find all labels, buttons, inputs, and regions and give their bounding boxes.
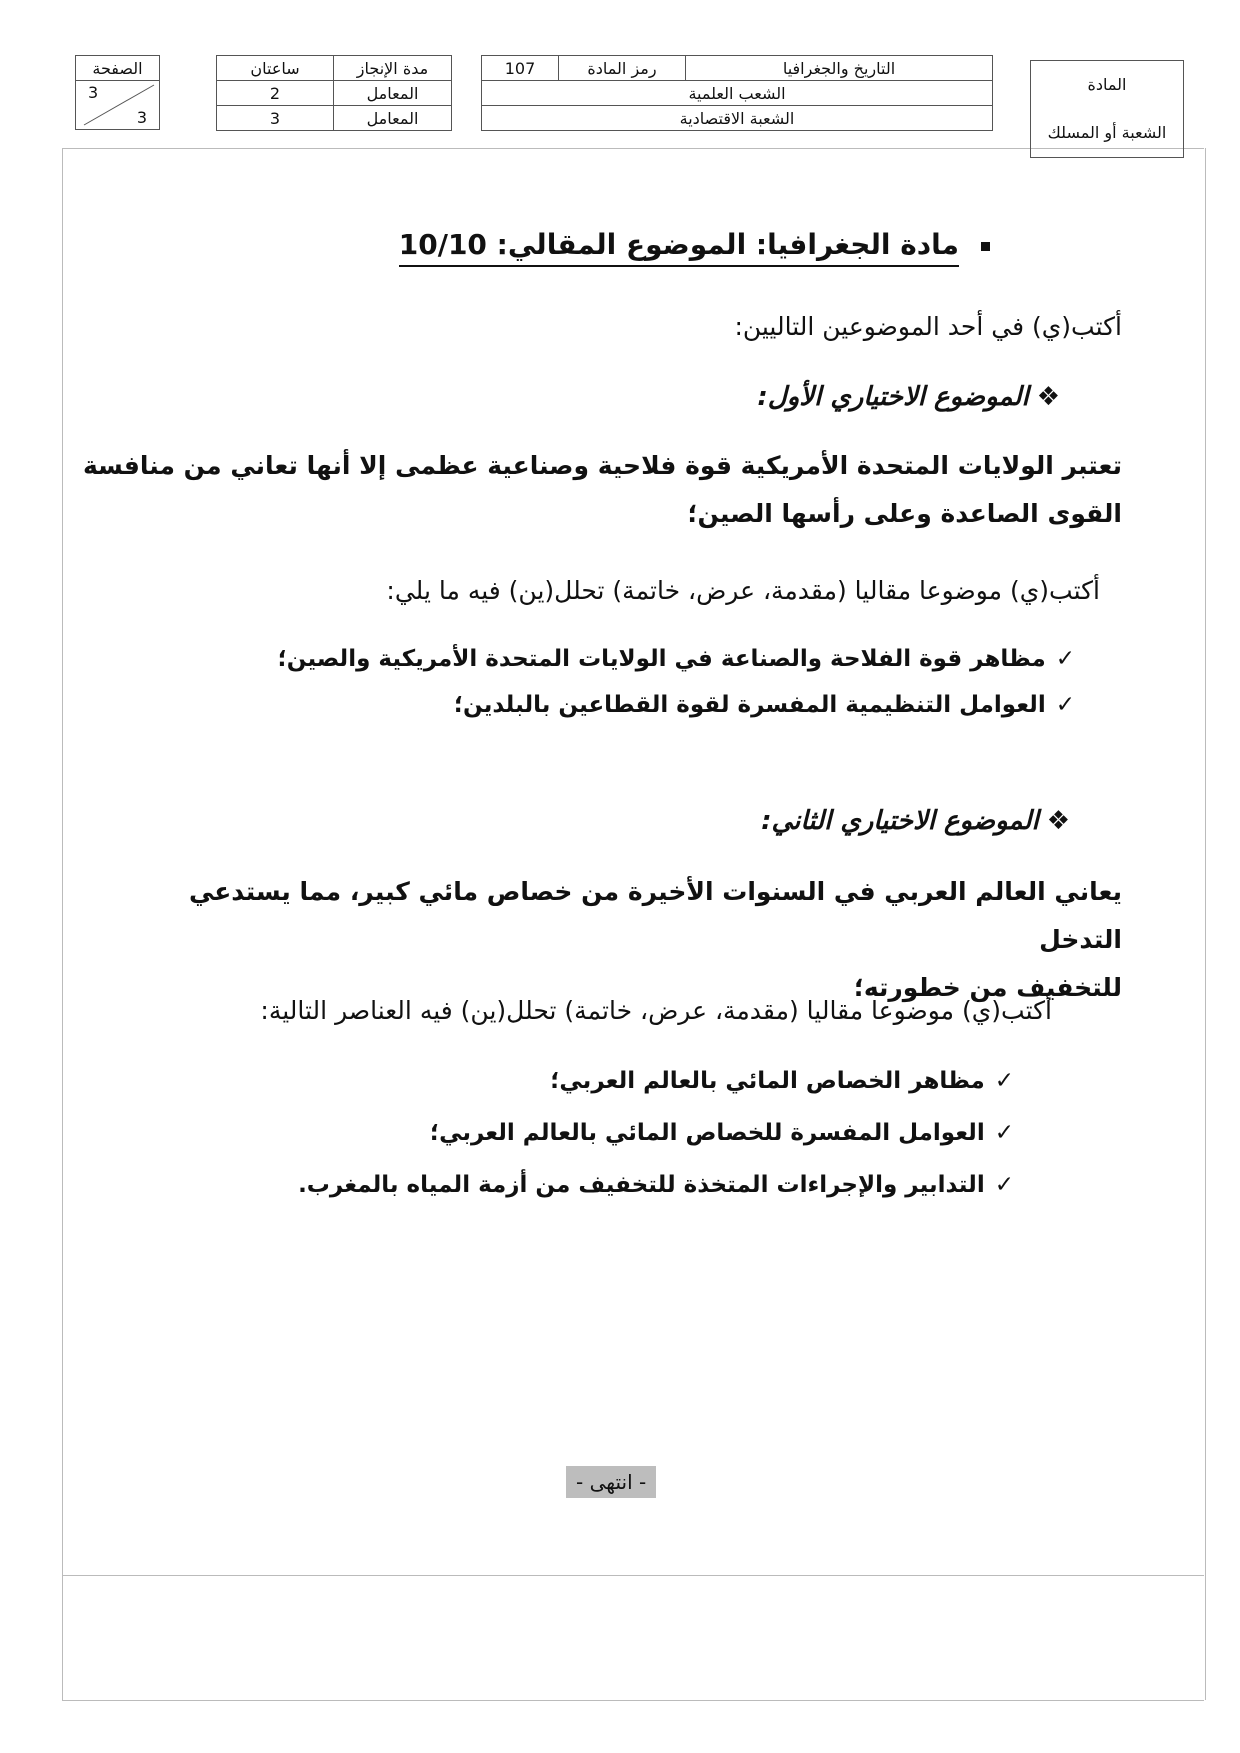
diamond-icon: ❖ bbox=[1036, 382, 1060, 412]
page-label: الصفحة bbox=[76, 56, 160, 81]
topic2-item-1 bbox=[550, 1068, 1014, 1094]
branch1: الشعب العلمية bbox=[482, 81, 993, 106]
branch2: الشعبة الاقتصادية bbox=[482, 106, 993, 131]
exam-title bbox=[399, 228, 990, 261]
duration-table bbox=[216, 55, 452, 131]
topic2-line1: يعاني العالم العربي في السنوات الأخيرة من خصاص مائي كبير، مما يستدعي التدخل bbox=[188, 877, 1122, 954]
square-bullet-icon bbox=[981, 242, 990, 251]
duration-value: ساعتان bbox=[217, 56, 334, 81]
subject-value: التاريخ والجغرافيا bbox=[686, 56, 993, 81]
diamond-icon: ❖ bbox=[1046, 806, 1070, 836]
check-icon: ✓ bbox=[1055, 692, 1075, 718]
end-marker: - انتهى - bbox=[566, 1470, 656, 1494]
topic2-item-2 bbox=[430, 1120, 1014, 1146]
page-current: 3 bbox=[88, 83, 99, 102]
bottom-divider bbox=[62, 1575, 1204, 1576]
page-number-table bbox=[75, 55, 160, 130]
coef2-value: 3 bbox=[217, 106, 334, 131]
topic1-heading-text: الموضوع الاختياري الأول: bbox=[757, 382, 1029, 412]
topic1-item-1-text: مظاهر قوة الفلاحة والصناعة في الولايات المتحدة الأمريكية والصين؛ bbox=[277, 646, 1046, 672]
topic1-item-2-text: العوامل التنظيمية المفسرة لقوة القطاعين بالبلدين؛ bbox=[453, 692, 1046, 718]
check-icon: ✓ bbox=[994, 1172, 1014, 1198]
code-label: رمز المادة bbox=[559, 56, 686, 81]
topic1-item-1 bbox=[278, 646, 1075, 672]
check-icon: ✓ bbox=[1055, 646, 1075, 672]
coef1-value: 2 bbox=[217, 81, 334, 106]
topic2-item-1-text: مظاهر الخصاص المائي بالعالم العربي؛ bbox=[550, 1068, 985, 1094]
page-number-cell bbox=[76, 81, 160, 130]
coef1-label: المعامل bbox=[334, 81, 452, 106]
subject-table bbox=[481, 55, 993, 131]
topic1-task: أكتب(ي) موضوعا مقاليا (مقدمة، عرض، خاتمة) تحلل(ين) فيه ما يلي: bbox=[386, 576, 1100, 605]
topic2-line2: للتخفيف من خطورته؛ bbox=[853, 973, 1122, 1002]
topic2-heading-text: الموضوع الاختياري الثاني: bbox=[761, 806, 1039, 836]
topic2-item-2-text: العوامل المفسرة للخصاص المائي بالعالم العربي؛ bbox=[429, 1120, 985, 1146]
subject-label: المادة bbox=[1087, 75, 1127, 94]
duration-label: مدة الإنجاز bbox=[334, 56, 452, 81]
check-icon: ✓ bbox=[994, 1120, 1014, 1146]
topic2-task: أكتب(ي) موضوعا مقاليا (مقدمة، عرض، خاتمة) تحلل(ين) فيه العناصر التالية: bbox=[260, 996, 1052, 1025]
end-text: انتهى bbox=[589, 1470, 633, 1494]
topic1-line2: القوى الصاعدة وعلى رأسها الصين؛ bbox=[687, 499, 1122, 528]
instruction: أكتب(ي) في أحد الموضوعين التاليين: bbox=[734, 312, 1122, 341]
topic1-item-2 bbox=[454, 692, 1075, 718]
code-value: 107 bbox=[482, 56, 559, 81]
branch-label: الشعبة أو المسلك bbox=[1047, 123, 1167, 142]
topic2-heading bbox=[761, 806, 1070, 836]
topic2-item-3-text: التدابير والإجراءات المتخذة للتخفيف من أزمة المياه بالمغرب. bbox=[298, 1172, 985, 1198]
topic2-text bbox=[122, 868, 1122, 1012]
topic1-text bbox=[62, 442, 1122, 538]
page-total: 3 bbox=[136, 108, 147, 127]
topic2-item-3 bbox=[298, 1172, 1014, 1198]
coef2-label: المعامل bbox=[334, 106, 452, 131]
bottom-border bbox=[62, 1700, 1204, 1701]
topic1-line1: تعتبر الولايات المتحدة الأمريكية قوة فلاحية وصناعية عظمى إلا أنها تعاني من منافسة bbox=[82, 451, 1122, 480]
check-icon: ✓ bbox=[994, 1068, 1014, 1094]
subject-label-box bbox=[1030, 60, 1184, 158]
title-text: مادة الجغرافيا: الموضوع المقالي: 10/10 bbox=[399, 228, 959, 267]
topic1-heading bbox=[757, 382, 1060, 412]
